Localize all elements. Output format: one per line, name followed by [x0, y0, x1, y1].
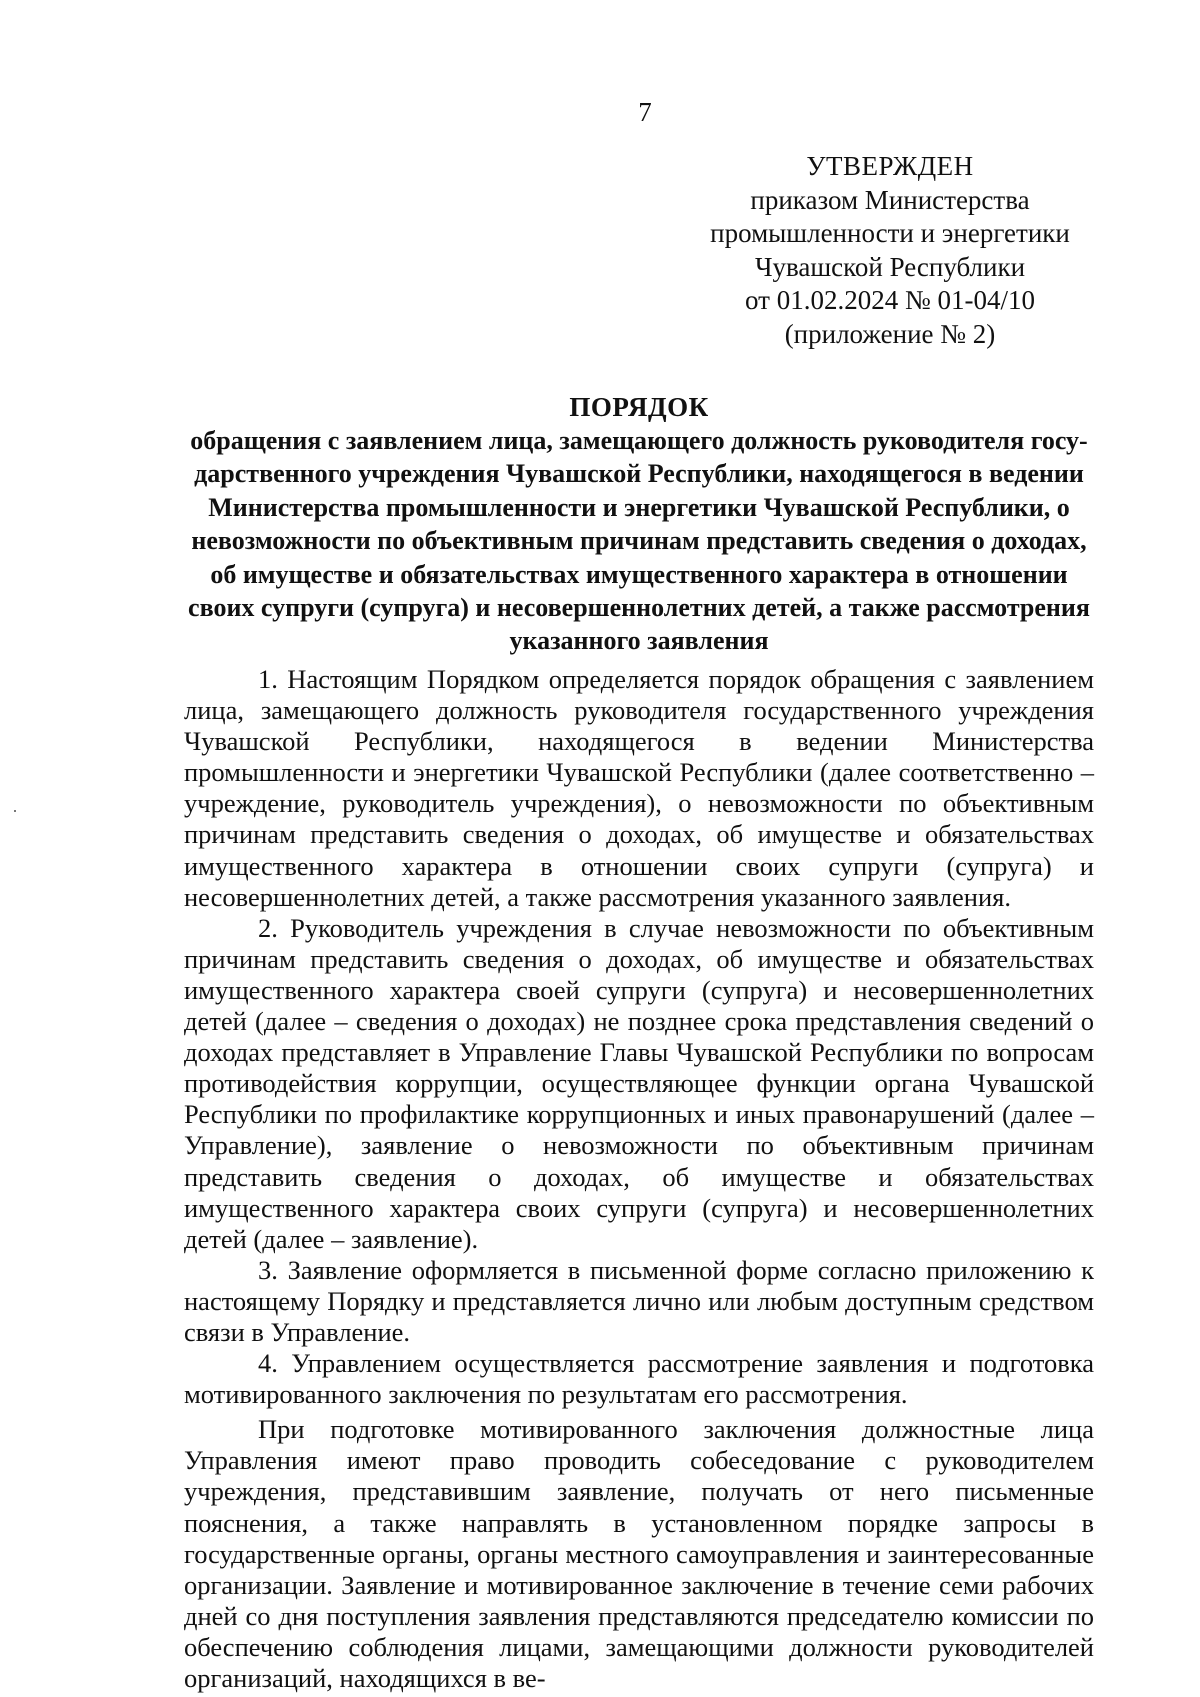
approval-stamp-block [690, 150, 1090, 351]
paragraph-5: При подготовке мотивированного заключения должностные лица Управления имеют право проводить собеседование с руководителем учреждения, представившим заявление, получать от него письменные пояснения, а также направлять в установленном порядке запросы в государственные органы, органы местного самоуправления и заинтересованные организации. Заявление и мотивированное заключение в течение семи рабочих дней со дня поступления заявления представляются председателю комиссии по обеспечению соблюдения лицами, замещающими должности руководителей организаций, находящихся в ве- [184, 1414, 1094, 1693]
subtitle-line: дарственного учреждения Чувашской Республики, находящегося в ведении [194, 459, 1084, 489]
subtitle-line: обращения с заявлением лица, замещающего должность руководителя госу- [190, 426, 1088, 455]
document-heading [172, 390, 1106, 658]
scan-speck [14, 810, 16, 812]
subtitle-line: своих супруги (супруга) и несовершеннолетних детей, а также рассмотрения [188, 593, 1090, 623]
paragraph-3: 3. Заявление оформляется в письменной форме согласно приложению к настоящему Порядку и представляется лично или любым доступным средством связи в Управление. [184, 1254, 1094, 1347]
approval-line: от 01.02.2024 № 01-04/10 [745, 285, 1035, 315]
document-subtitle [172, 424, 1106, 658]
subtitle-line: указанного заявления [509, 626, 769, 656]
approval-line: (приложение № 2) [784, 318, 996, 349]
document-body [184, 664, 1094, 1694]
subtitle-line: Министерства промышленности и энергетики Чувашской Республики, о [208, 492, 1070, 522]
approval-title: УТВЕРЖДЕН [806, 151, 974, 181]
approval-line: приказом Министерства [750, 184, 1030, 215]
approval-line: Чувашской Республики [754, 251, 1026, 282]
paragraph-1: 1. Настоящим Порядком определяется порядок обращения с заявлением лица, замещающего должность руководителя государственного учреждения Чувашской Республики, находящегося в ведении Министерства промышленности и энергетики Чувашской Республики (далее соответственно – учреждение, руководитель учреждения), о невозможности по объективным причинам представить сведения о доходах, об имуществе и обязательствах имущественного характера в отношении своих супруги (супруга) и несовершеннолетних детей, а также рассмотрения указанного заявления. [184, 664, 1094, 912]
paragraph-4: 4. Управлением осуществляется рассмотрение заявления и подготовка мотивированного заключения по результатам его рассмотрения. [184, 1348, 1094, 1410]
approval-line: промышленности и энергетики [710, 218, 1070, 248]
page-number: 7 [638, 97, 652, 127]
document-title: ПОРЯДОК [569, 392, 709, 422]
paragraph-2: 2. Руководитель учреждения в случае невозможности по объективным причинам представить сведения о доходах, об имуществе и обязательствах имущественного характера своей супруги (супруга) и несовершеннолетних детей (далее – сведения о доходах) не позднее срока представления сведений о доходах представляет в Управление Главы Чувашской Республики по вопросам противодействия коррупции, осуществляющее функции органа Чувашской Республики по профилактике коррупционных и иных правонарушений (далее – Управление), заявление о невозможности по объективным причинам представить сведения о доходах, об имуществе и обязательствах имущественного характера своих супруги (супруга) и несовершеннолетних детей (далее – заявление). [184, 912, 1094, 1254]
subtitle-line: невозможности по объективным причинам представить сведения о доходах, [191, 526, 1087, 556]
subtitle-line: об имуществе и обязательствах имущественного характера в отношении [210, 559, 1068, 589]
